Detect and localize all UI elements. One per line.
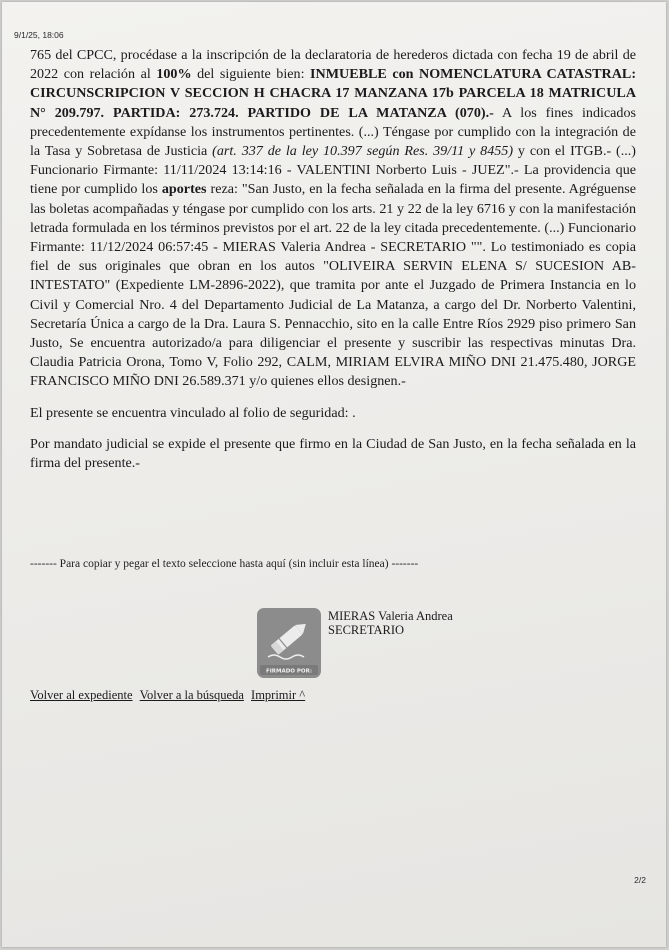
signer-info	[328, 610, 453, 637]
bold-text-run: aportes	[161, 181, 207, 198]
italic-text-run: (art. 337 de la ley 10.397 según Res. 39/11 y 8455)	[212, 143, 514, 160]
signer-name: MIERAS Valeria Andrea	[328, 609, 453, 623]
text-run: y con el ITGB.- (...) Funcionario Firmante: 11/11/2024 13:14:16 - VALENTINI Norberto Luis - JUEZ".- La providencia que tiene por cumplido los	[30, 143, 636, 198]
text-run: reza: "San Justo, en la fecha señalada en la firma del presente. Agréguense las boletas acompañadas y téngase por cumplido con los arts. 21 y 22 de la ley 6716 y con la manifestación letrada formulada en los términos previstos por el art. 22 de la ley citada precedentemente. (...) Funcionario Firmante: 11/12/2024 06:57:45 - MIERAS Valeria Andrea - SECRETARIO "". Lo testimoniado es copia fiel de sus originales que obran en los autos "OLIVEIRA SERVIN ELENA S/ SUCESION AB-INTESTATO" (Expediente LM-2896-2022), que tramita por ante el Juzgado de Primera Instancia en lo Civil y Comercial Nro. 4 del Departamento Judicial de La Matanza, a cargo del Dr. Norberto Valentini, Secretaría Única a cargo de la Dra. Laura S. Pennacchio, sito en la calle Entre Ríos 2929 piso primero San Justo, Se encuentra autorizado/a para diligenciar el presente y suscribir las respectivas minutas Dra. Claudia Patricia Orona, Tomo V, Folio 292, CALM, MIRIAM ELVIRA MIÑO DNI 21.475.480, JORGE FRANCISCO MIÑO DNI 26.589.371 y/o quienes ellos designen.-	[30, 181, 636, 390]
closing-paragraph: Por mandato judicial se expide el presente que firmo en la Ciudad de San Justo, en la fecha señalada en la firma del presente.-	[30, 435, 636, 472]
pen-signature-icon	[256, 607, 322, 679]
main-paragraph	[30, 46, 636, 392]
text-run: del siguiente bien:	[191, 66, 311, 83]
document-body	[30, 46, 636, 473]
document-page	[2, 2, 666, 947]
print-timestamp: 9/1/25, 18:06	[14, 30, 64, 40]
security-folio-paragraph: El presente se encuentra vinculado al folio de seguridad: .	[30, 404, 356, 421]
print-link[interactable]: Imprimir ^	[251, 688, 306, 702]
back-to-case-link[interactable]: Volver al expediente	[30, 688, 133, 702]
footer-links	[30, 688, 305, 703]
signed-by-label: FIRMADO POR:	[265, 668, 313, 675]
bold-text-run: INMUEBLE con NOMENCLATURA CATASTRAL: CIRCUNSCRIPCION V SECCION H CHACRA 17 MANZANA 17b PARCELA 18 MATRICULA N° 209.797. PARTIDA: 273.724. PARTIDO DE LA MATANZA (070).-	[30, 66, 637, 121]
text-run: A los fines indicados precedentemente expídanse los instrumentos pertinentes. (...) Téngase por cumplido con la integración de la Tasa y Sobretasa de Justicia	[30, 104, 636, 160]
page-number: 2/2	[634, 875, 646, 885]
back-to-search-link[interactable]: Volver a la búsqueda	[139, 688, 244, 702]
copy-separator-line: ------- Para copiar y pegar el texto seleccione hasta aquí (sin incluir esta línea) -------	[30, 558, 419, 570]
signer-role: SECRETARIO	[328, 622, 405, 637]
text-run: 765 del CPCC, procédase a la inscripción de la declaratoria de herederos dictada con fecha 19 de abril de 2022 con relación al	[30, 47, 636, 83]
signature-badge	[256, 607, 322, 679]
bold-text-run: 100%	[156, 66, 192, 83]
